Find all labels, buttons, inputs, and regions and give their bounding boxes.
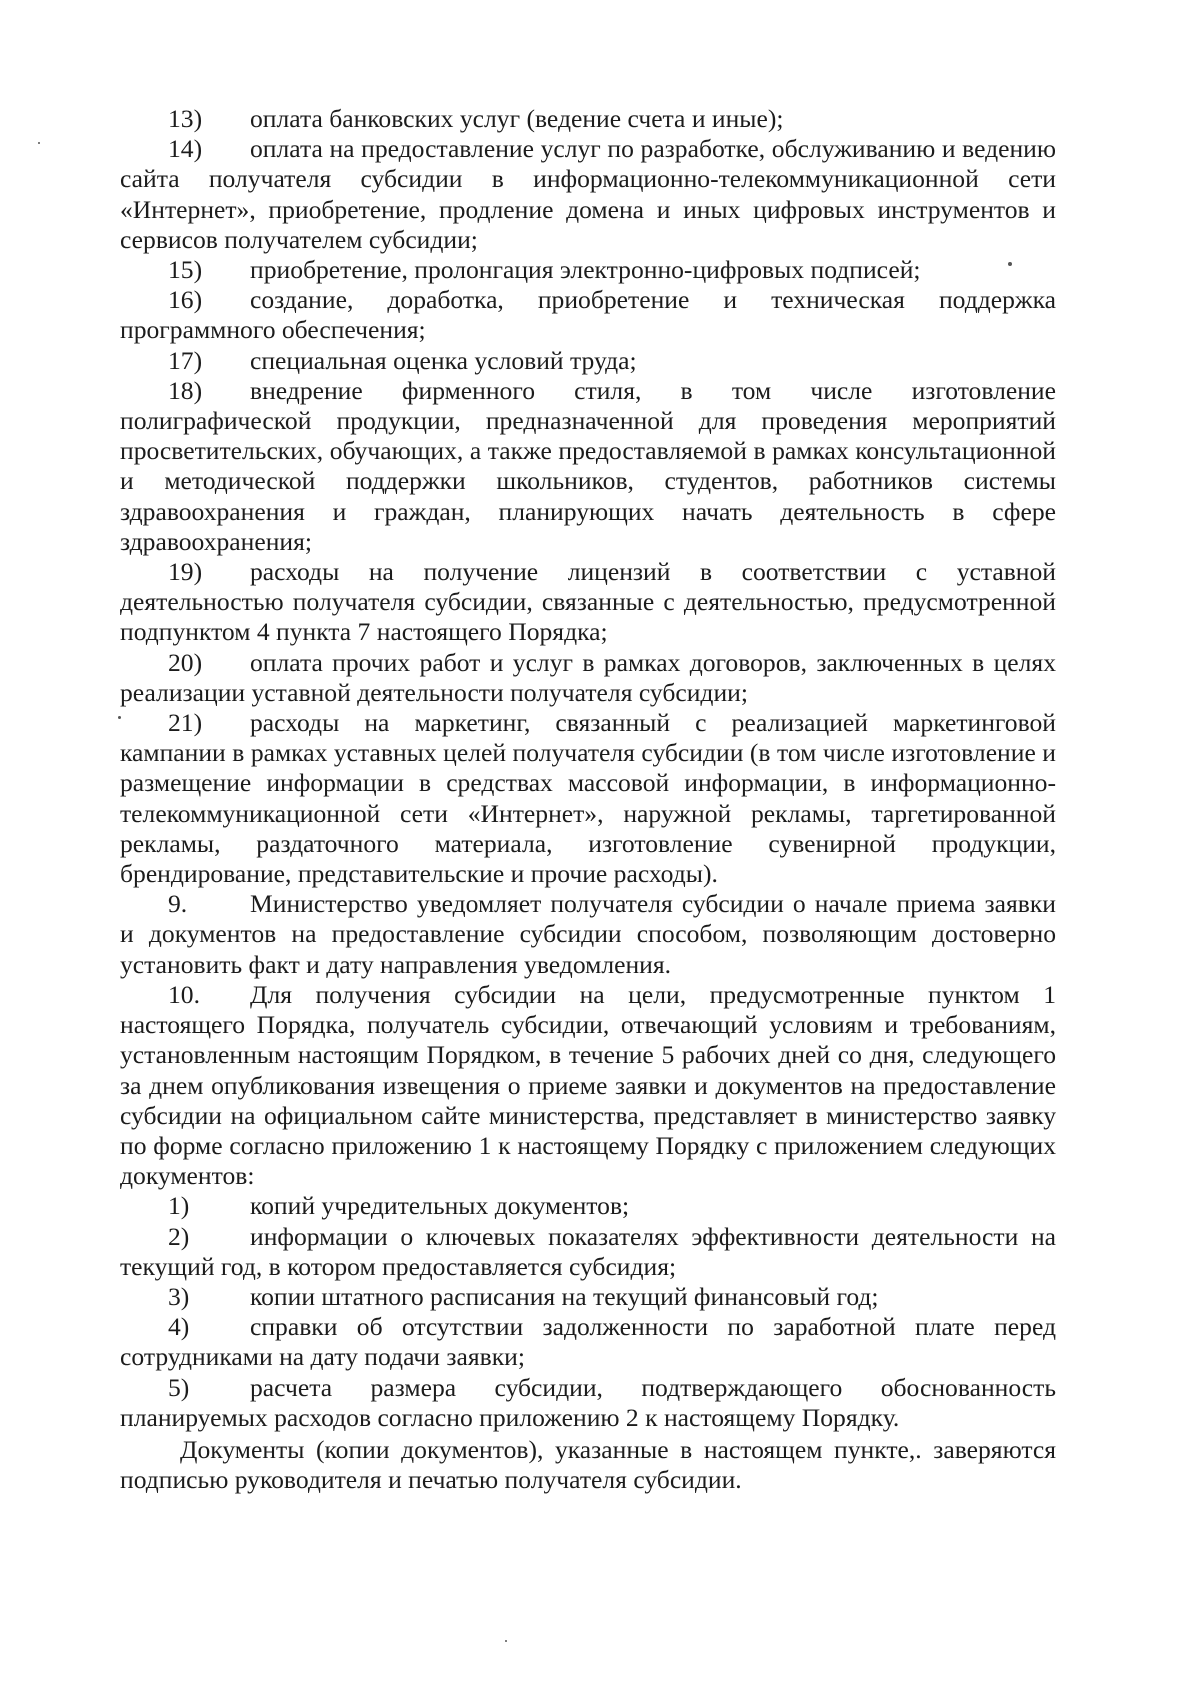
clause-number: 10.: [168, 979, 200, 1009]
item-text: оплата банковских услуг (ведение счета и иные);: [250, 104, 784, 133]
doc-list-item-5: [120, 1373, 1056, 1433]
item-number: 16): [168, 285, 203, 315]
list-item-20: [120, 648, 1056, 708]
item-number: 13): [168, 104, 203, 133]
scan-speck: [1008, 262, 1012, 266]
list-item-18: [120, 376, 1056, 557]
item-text: расходы на получение лицензий в соответствии с уставной деятельностью получателя субсидии, связанные с деятельностью, предусмотренной подпунктом 4 пункта 7 настоящего Порядка;: [120, 557, 1056, 647]
list-item-14: [120, 134, 1056, 255]
item-number: 18): [168, 375, 203, 405]
list-item-21: [120, 708, 1056, 889]
item-text: оплата прочих работ и услуг в рамках договоров, заключенных в целях реализации уставной деятельности получателя субсидии;: [120, 647, 1056, 707]
scan-speck: [505, 1640, 507, 1642]
item-number: 19): [168, 557, 203, 587]
clause-text: Для получения субсидии на цели, предусмотренные пунктом 1 настоящего Порядка, получатель субсидии, отвечающий условиям и требованиям, установленным настоящим Порядком, в течение 5 рабочих дней со дня, следующего за днем опубликования извещения о приеме заявки и документов на предоставление субсидии на официальном сайте министерства, представляет в министерство заявку по форме согласно приложению 1 к настоящему Порядку с приложением следующих документов:: [120, 979, 1056, 1191]
clause-text: Министерство уведомляет получателя субсидии о начале приема заявки и документов на предоставление субсидии способом, позволяющим достоверно установить факт и дату направления уведомления.: [120, 889, 1056, 979]
list-item-15: [120, 255, 1056, 285]
item-text: справки об отсутствии задолженности по заработной плате перед сотрудниками на дату подачи заявки;: [120, 1312, 1056, 1372]
item-number: 14): [168, 134, 203, 164]
item-text: создание, доработка, приобретение и техническая поддержка программного обеспечения;: [120, 285, 1056, 345]
item-number: 15): [168, 255, 203, 285]
item-text: расходы на маркетинг, связанный с реализацией маркетинговой кампании в рамках уставных целей получателя субсидии (в том числе изготовление и размещение информации в средствах массовой информации, в информационно-телекоммуникационной сети «Интернет», наружной рекламы, таргетированной рекламы, раздаточного материала, изготовление сувенирной продукции, брендирование, представительские и прочие расходы).: [120, 708, 1056, 889]
clause-10: [120, 980, 1056, 1191]
document-body: [120, 104, 1056, 1495]
item-text: информации о ключевых показателях эффективности деятельности на текущий год, в котором предоставляется субсидия;: [120, 1221, 1056, 1281]
list-item-19: [120, 557, 1056, 648]
clause-number: 9.: [168, 889, 188, 919]
list-item-17: [120, 346, 1056, 376]
closing-paragraph: Документы (копии документов), указанные в настоящем пункте,. заверяются подписью руководителя и печатью получателя субсидии.: [120, 1434, 1056, 1495]
item-text: копии штатного расписания на текущий финансовый год;: [250, 1281, 879, 1311]
scan-speck: [38, 142, 40, 144]
item-text: приобретение, пролонгация электронно-цифровых подписей;: [250, 255, 921, 285]
item-number: 4): [168, 1312, 190, 1342]
clause-9: [120, 889, 1056, 980]
item-number: 1): [168, 1191, 190, 1221]
doc-list-item-1: [120, 1191, 1056, 1221]
item-number: 5): [168, 1372, 190, 1402]
item-number: 17): [168, 345, 203, 375]
doc-list-item-4: [120, 1312, 1056, 1372]
item-number: 2): [168, 1221, 190, 1251]
scan-speck: [118, 716, 121, 719]
doc-list-item-2: [120, 1222, 1056, 1282]
list-item-16: [120, 285, 1056, 345]
item-text: специальная оценка условий труда;: [250, 345, 637, 375]
doc-list-item-3: [120, 1282, 1056, 1312]
item-text: расчета размера субсидии, подтверждающего обоснованность планируемых расходов согласно приложению 2 к настоящему Порядку.: [120, 1372, 1056, 1432]
item-number: 20): [168, 647, 203, 677]
list-item-13: [120, 104, 1056, 134]
item-number: 3): [168, 1281, 190, 1311]
item-number: 21): [168, 708, 203, 738]
item-text: внедрение фирменного стиля, в том числе изготовление полиграфической продукции, предназначенной для проведения мероприятий просветительских, обучающих, а также предоставляемой в рамках консультационной и методической поддержки школьников, студентов, работников системы здравоохранения и граждан, планирующих начать деятельность в сфере здравоохранения;: [120, 375, 1056, 556]
item-text: копий учредительных документов;: [250, 1191, 630, 1221]
item-text: оплата на предоставление услуг по разработке, обслуживанию и ведению сайта получателя субсидии в информационно-телекоммуникационной сети «Интернет», приобретение, продление домена и иных цифровых инструментов и сервисов получателем субсидии;: [120, 134, 1056, 254]
